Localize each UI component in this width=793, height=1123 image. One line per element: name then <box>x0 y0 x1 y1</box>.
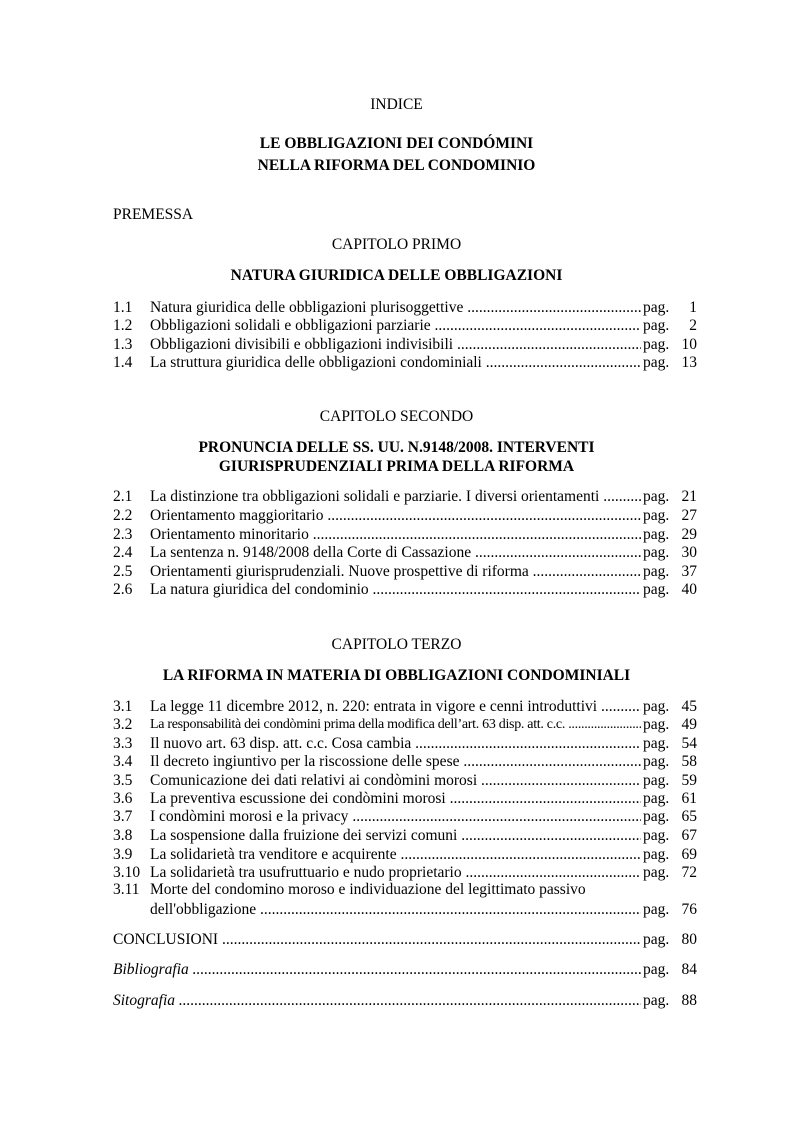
pag-label: pag. <box>643 698 670 715</box>
entry-page: 2 <box>689 317 697 334</box>
entry-number: 3.3 <box>113 735 133 752</box>
pag-label: pag. <box>643 581 670 598</box>
entry-page: 72 <box>681 864 697 881</box>
entry-title: La legge 11 dicembre 2012, n. 220: entrata in vigore e cenni introduttivi ..... <box>150 697 641 717</box>
chapter3-heading: CAPITOLO TERZO <box>331 636 462 653</box>
entry-title: La solidarietà tra venditore e acquirente ..... <box>150 845 641 865</box>
entry-number: 2.6 <box>113 581 133 598</box>
toc-entry-conclusioni <box>113 930 697 950</box>
toc-entry-3-1 <box>113 697 697 717</box>
entry-title: Orientamento minoritario ..... <box>150 525 641 545</box>
pag-label: pag. <box>643 772 670 789</box>
entry-page: 27 <box>681 507 697 524</box>
entry-title: Orientamenti giurisprudenziali. Nuove prospettive di riforma ..... <box>150 562 641 582</box>
pag-label: pag. <box>643 992 670 1009</box>
pag-label: pag. <box>643 901 670 918</box>
toc-entry-1-3 <box>113 335 697 355</box>
entry-title: La natura giuridica del condominio ..... <box>150 580 641 600</box>
entry-title: I condòmini morosi e la privacy ..... <box>150 807 641 827</box>
entry-page: 45 <box>681 698 697 715</box>
entry-number: 1.3 <box>113 336 133 353</box>
entry-title: Bibliografia ..... <box>113 960 641 980</box>
entry-title: Obbligazioni divisibili e obbligazioni indivisibili ..... <box>150 335 641 355</box>
entry-page: 58 <box>681 753 697 770</box>
entry-title: La sospensione dalla fruizione dei servizi comuni ..... <box>150 826 641 846</box>
pag-label: pag. <box>643 790 670 807</box>
entry-page: 10 <box>681 336 697 353</box>
toc-entry-1-4 <box>113 353 697 373</box>
entry-number: 3.9 <box>113 846 133 863</box>
entry-page: 76 <box>681 901 697 918</box>
document-title-line2: NELLA RIFORMA DEL CONDOMINIO <box>257 157 536 174</box>
entry-page: 21 <box>681 488 697 505</box>
index-heading: INDICE <box>370 96 423 113</box>
pag-label: pag. <box>643 563 670 580</box>
entry-page: 49 <box>681 716 697 733</box>
toc-entry-2-6 <box>113 580 697 600</box>
toc-entry-2-3 <box>113 525 697 545</box>
pag-label: pag. <box>643 488 670 505</box>
toc-entry-bibliografia <box>113 960 697 980</box>
entry-title: Orientamento maggioritario ..... <box>150 506 641 526</box>
toc-entry-3-6 <box>113 789 697 809</box>
entry-number: 3.7 <box>113 808 133 825</box>
pag-label: pag. <box>643 753 670 770</box>
toc-entry-2-2 <box>113 506 697 526</box>
toc-entry-3-9 <box>113 845 697 865</box>
entry-page: 1 <box>689 299 697 316</box>
pag-label: pag. <box>643 299 670 316</box>
entry-page: 40 <box>681 581 697 598</box>
entry-number: 3.1 <box>113 698 133 715</box>
entry-title: Il nuovo art. 63 disp. att. c.c. Cosa cambia ..... <box>150 734 641 754</box>
pag-label: pag. <box>643 354 670 371</box>
entry-number: 3.8 <box>113 827 133 844</box>
entry-number: 3.10 <box>113 864 141 881</box>
entry-number: 2.5 <box>113 563 133 580</box>
toc-entry-3-7 <box>113 807 697 827</box>
entry-title: La solidarietà tra usufruttuario e nudo proprietario ..... <box>150 863 641 883</box>
pag-label: pag. <box>643 827 670 844</box>
entry-page: 30 <box>681 544 697 561</box>
entry-page: 29 <box>681 526 697 543</box>
entry-page: 84 <box>681 961 697 978</box>
entry-title: Comunicazione dei dati relativi ai condòmini morosi ..... <box>150 771 641 791</box>
entry-page: 59 <box>681 772 697 789</box>
entry-title: Natura giuridica delle obbligazioni plurisoggettive ..... <box>150 298 641 318</box>
toc-entry-3-2 <box>113 715 697 735</box>
toc-entry-3-3 <box>113 734 697 754</box>
entry-page: 88 <box>681 992 697 1009</box>
pag-label: pag. <box>643 526 670 543</box>
entry-number: 3.4 <box>113 753 133 770</box>
entry-page: 65 <box>681 808 697 825</box>
pag-label: pag. <box>643 735 670 752</box>
chapter1-title: NATURA GIURIDICA DELLE OBBLIGAZIONI <box>230 267 563 284</box>
entry-number: 3.2 <box>113 716 133 733</box>
pag-label: pag. <box>643 808 670 825</box>
entry-page: 54 <box>681 735 697 752</box>
pag-label: pag. <box>643 846 670 863</box>
chapter3-title: LA RIFORMA IN MATERIA DI OBBLIGAZIONI CONDOMINIALI <box>162 667 631 684</box>
toc-entry-3-11 <box>113 900 697 920</box>
toc-entry-3-4 <box>113 752 697 772</box>
entry-number: 2.2 <box>113 507 133 524</box>
entry-title: La responsabilità dei condòmini prima della modifica dell’art. 63 disp. att. c.c. ..... <box>150 715 641 735</box>
toc-entry-3-11-number: 3.11 <box>113 881 140 898</box>
entry-title: dell'obbligazione ..... <box>150 900 641 920</box>
entry-page: 69 <box>681 846 697 863</box>
toc-entry-1-1 <box>113 298 697 318</box>
chapter2-title-line1: PRONUNCIA DELLE SS. UU. N.9148/2008. INTERVENTI <box>198 439 595 456</box>
toc-entry-2-4 <box>113 543 697 563</box>
entry-title: Sitografia ..... <box>113 991 641 1011</box>
chapter2-heading: CAPITOLO SECONDO <box>319 408 474 425</box>
toc-entry-3-11-line1: Morte del condomino moroso e individuazione del legittimato passivo <box>150 881 586 898</box>
entry-title: La distinzione tra obbligazioni solidali e parziarie. I diversi orientamenti ..... <box>150 487 641 507</box>
pag-label: pag. <box>643 961 670 978</box>
pag-label: pag. <box>643 317 670 334</box>
entry-page: 13 <box>681 354 697 371</box>
entry-title: La sentenza n. 9148/2008 della Corte di Cassazione ..... <box>150 543 641 563</box>
entry-title: La struttura giuridica delle obbligazioni condominiali ..... <box>150 353 641 373</box>
entry-title: La preventiva escussione dei condòmini morosi ..... <box>150 789 641 809</box>
pag-label: pag. <box>643 931 670 948</box>
entry-number: 3.5 <box>113 772 133 789</box>
chapter1-heading: CAPITOLO PRIMO <box>331 236 462 253</box>
toc-entry-2-1 <box>113 487 697 507</box>
entry-number: 1.2 <box>113 317 133 334</box>
entry-number: 3.6 <box>113 790 133 807</box>
entry-title: Obbligazioni solidali e obbligazioni parziarie ..... <box>150 316 641 336</box>
entry-number: 1.1 <box>113 299 133 316</box>
pag-label: pag. <box>643 336 670 353</box>
toc-entry-1-2 <box>113 316 697 336</box>
entry-number: 2.1 <box>113 488 133 505</box>
entry-number: 1.4 <box>113 354 133 371</box>
pag-label: pag. <box>643 864 670 881</box>
pag-label: pag. <box>643 716 670 733</box>
premessa-entry: PREMESSA <box>113 206 194 223</box>
entry-number: 2.4 <box>113 544 133 561</box>
entry-title: CONCLUSIONI ..... <box>113 930 641 950</box>
toc-entry-2-5 <box>113 562 697 582</box>
entry-number: 2.3 <box>113 526 133 543</box>
toc-entry-3-5 <box>113 771 697 791</box>
pag-label: pag. <box>643 507 670 524</box>
entry-page: 80 <box>681 931 697 948</box>
document-title-line1: LE OBBLIGAZIONI DEI CONDÓMINI <box>259 135 534 152</box>
entry-title: Il decreto ingiuntivo per la riscossione delle spese ..... <box>150 752 641 772</box>
pag-label: pag. <box>643 544 670 561</box>
entry-page: 61 <box>681 790 697 807</box>
entry-page: 37 <box>681 563 697 580</box>
toc-entry-3-8 <box>113 826 697 846</box>
toc-entry-sitografia <box>113 991 697 1011</box>
chapter2-title-line2: GIURISPRUDENZIALI PRIMA DELLA RIFORMA <box>218 458 575 475</box>
entry-page: 67 <box>681 827 697 844</box>
